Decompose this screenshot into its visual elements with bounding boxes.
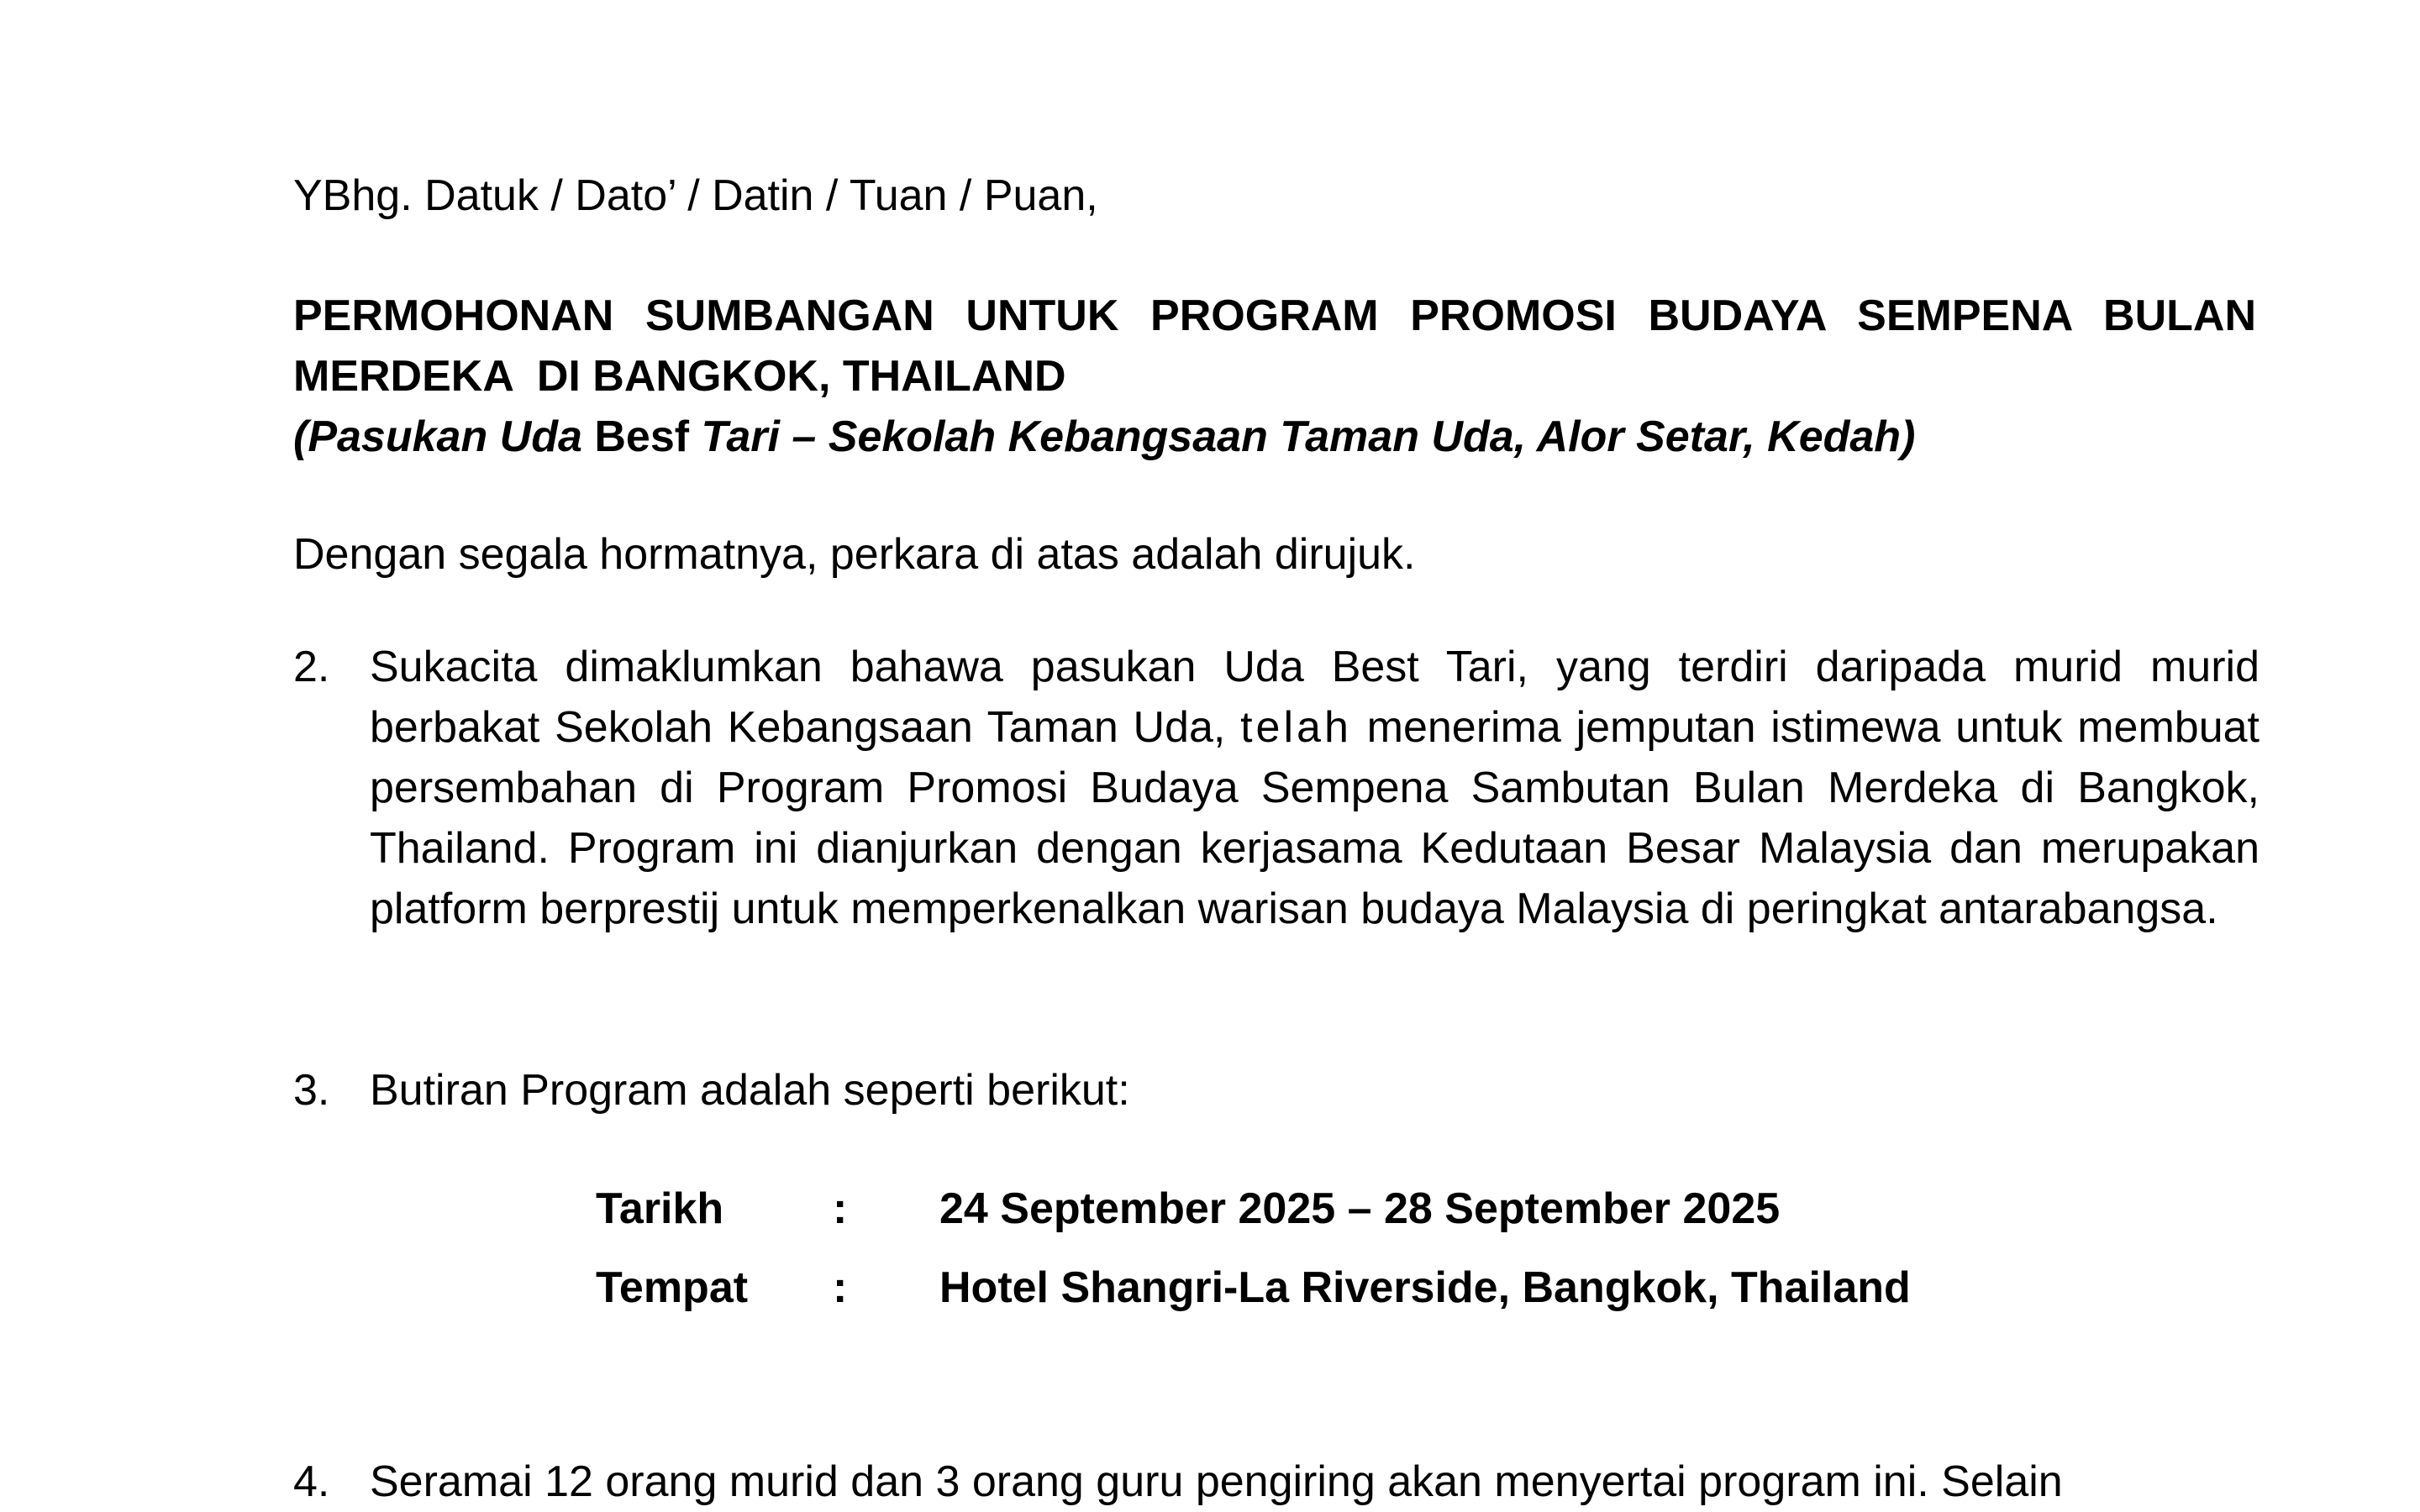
subject-heading	[293, 286, 2260, 467]
paragraph-number: 2.	[293, 643, 330, 691]
paragraph-number: 3.	[293, 1066, 330, 1115]
paragraph-3	[293, 1060, 2260, 1121]
paragraph-2-text-before: Sukacita dimaklumkan bahawa pasukan Uda Best Tari, yang terdiri daripada murid murid berbakat Sekolah Kebangsaan Taman Uda,	[370, 643, 2260, 752]
paragraph-2	[293, 637, 2260, 939]
detail-label: Tarikh	[596, 1184, 724, 1233]
paragraph-4	[293, 1452, 2260, 1512]
detail-row-date	[596, 1179, 2192, 1257]
paragraph-body	[370, 637, 2260, 939]
subject-line-3	[293, 407, 2260, 467]
subject-line-3-part-3: Tari – Sekolah Kebangsaan Taman Uda, Alor Setar, Kedah)	[689, 412, 1916, 461]
subject-line-3-part-2: Besf	[594, 412, 690, 461]
subject-line-3-part-1: (Pasukan Uda	[293, 412, 595, 461]
detail-row-venue	[596, 1257, 2192, 1336]
detail-label: Tempat	[596, 1263, 749, 1312]
subject-line-1: PERMOHONAN SUMBANGAN UNTUK PROGRAM PROMOSI BUDAYA SEMPENA BULAN	[293, 291, 2256, 340]
detail-colon: :	[833, 1184, 848, 1233]
paragraph-number: 4.	[293, 1457, 330, 1506]
paragraph-body: Butiran Program adalah seperti berikut:	[370, 1066, 1130, 1115]
program-details	[596, 1179, 2192, 1336]
paragraph-2-text-after: menerima jemputan istimewa untuk membuat persembahan di Program Promosi Budaya Sempena Sambutan Bulan Merdeka di Bangkok, Thailand. Program ini dianjurkan dengan kerjasama Kedutaan Besar Malaysia dan merupakan platform berprestij untuk memperkenalkan warisan budaya Malaysia di peringkat antarabangsa.	[370, 703, 2260, 933]
paragraph-2-text-spaced: telah	[1240, 703, 1352, 752]
salutation: YBhg. Datuk / Dato’ / Datin / Tuan / Puan,	[293, 171, 1098, 220]
detail-value: Hotel Shangri-La Riverside, Bangkok, Thailand	[939, 1263, 1911, 1312]
paragraph-body: Seramai 12 orang murid dan 3 orang guru pengiring akan menyertai program ini. Selain	[370, 1457, 2063, 1506]
subject-line-2: MERDEKA DI BANGKOK, THAILAND	[293, 352, 1066, 401]
detail-colon: :	[833, 1263, 848, 1312]
opening-sentence: Dengan segala hormatnya, perkara di atas adalah dirujuk.	[293, 530, 1416, 579]
detail-value: 24 September 2025 – 28 September 2025	[939, 1184, 1781, 1233]
